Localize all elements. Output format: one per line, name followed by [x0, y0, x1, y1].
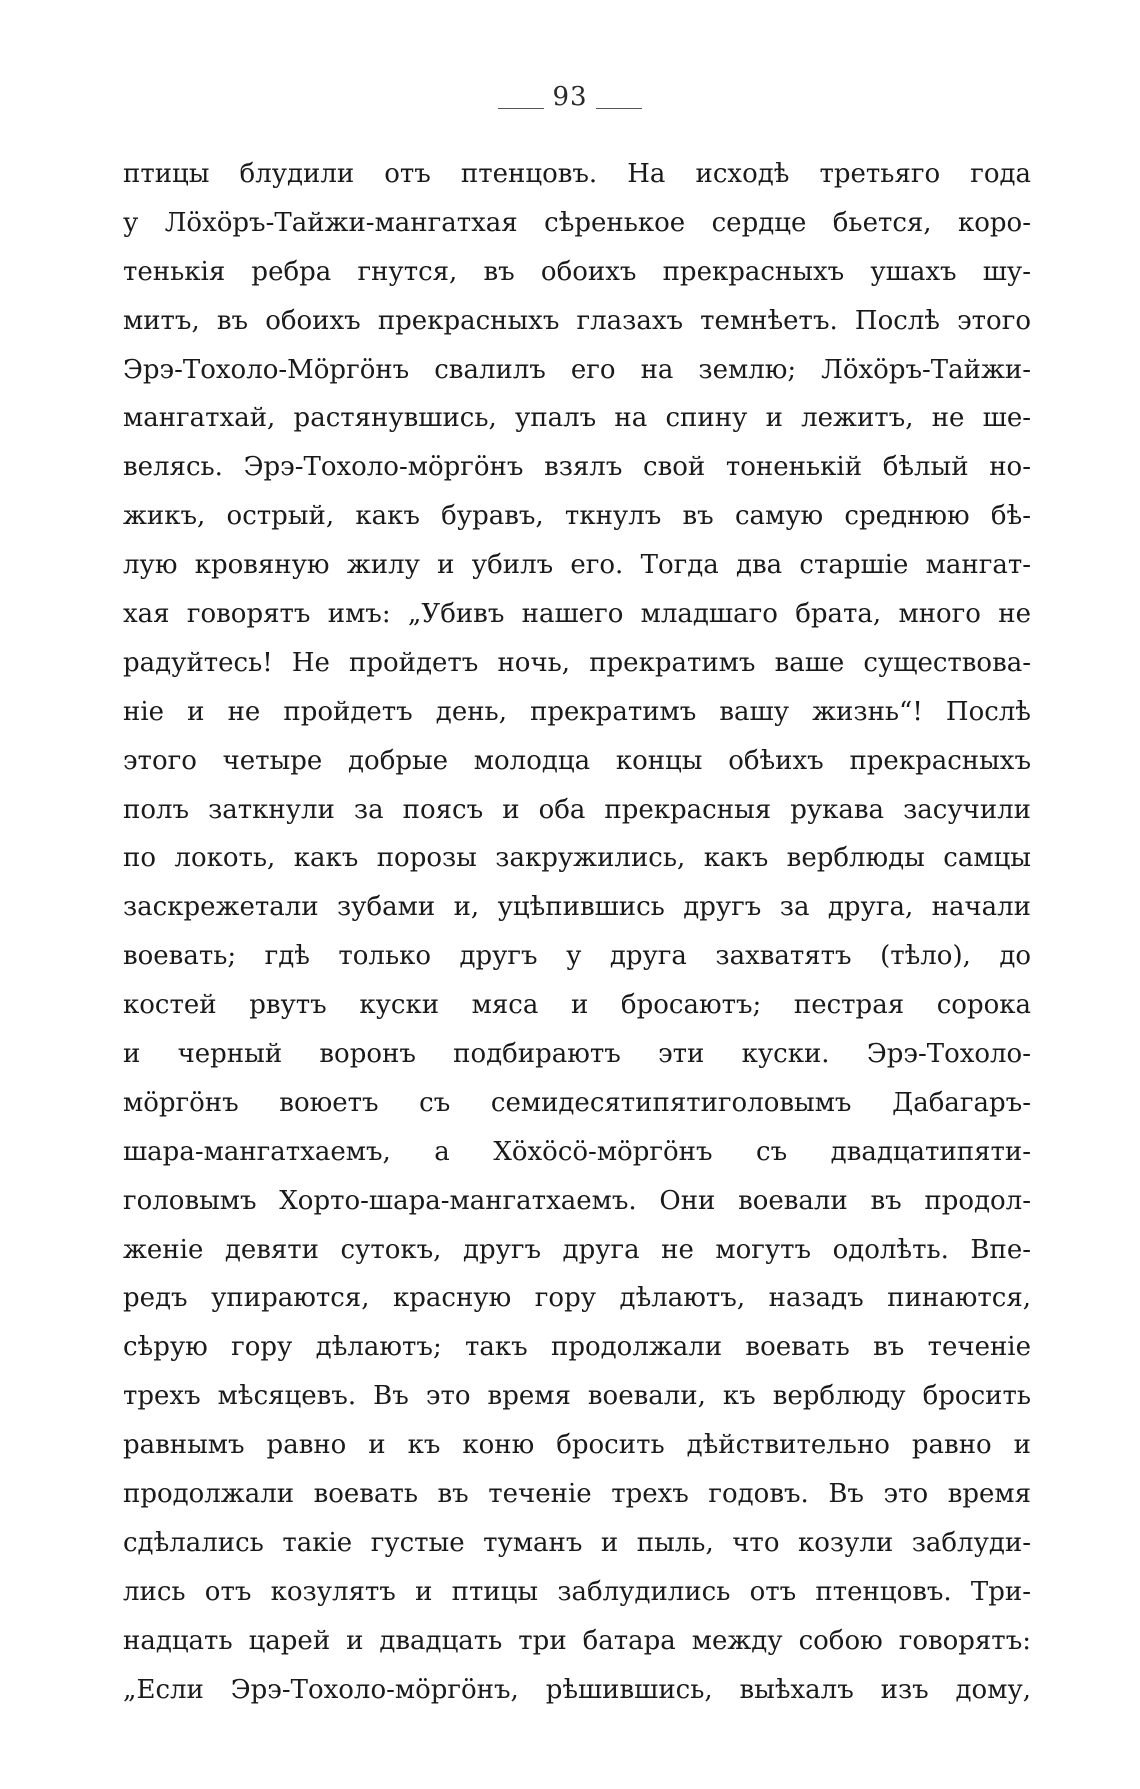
text-line: тенькія ребра гнутся, въ обоихъ прекрасныхъ ушахъ шу-	[123, 256, 1031, 287]
text-line: женіе девяти сутокъ, другъ друга не могутъ одолѣть. Впе-	[123, 1234, 1031, 1265]
text-line: Эрэ-Тохоло-Мӧргӧнъ свалилъ его на землю; Лӧхӧръ-Тайжи-	[123, 354, 1031, 385]
text-line: жикъ, острый, какъ буравъ, ткнулъ въ самую среднюю бѣ-	[123, 501, 1031, 532]
text-line: ніе и не пройдетъ день, прекратимъ вашу жизнь“! Послѣ	[123, 696, 1031, 727]
text-line: радуйтесь! Не пройдетъ ночь, прекратимъ ваше существова-	[123, 647, 1031, 678]
text-line: по локоть, какъ порозы закружились, какъ верблюды самцы	[123, 843, 1031, 874]
text-line: мангатхай, растянувшись, упалъ на спину и лежитъ, не ше-	[123, 403, 1031, 434]
page-number: 93	[552, 82, 588, 112]
text-line: и черный воронъ подбираютъ эти куски. Эрэ-Тохоло-	[123, 1039, 1031, 1070]
text-line: надцать царей и двадцать три батара между собою говорятъ:	[123, 1625, 1031, 1656]
body-text	[123, 150, 1031, 1715]
text-line: воевать; гдѣ только другъ у друга захватятъ (тѣло), до	[123, 941, 1031, 972]
text-line: мӧргӧнъ воюетъ съ семидесятипятиголовымъ Дабагаръ-	[123, 1087, 1031, 1118]
text-line: велясь. Эрэ-Тохоло-мӧргӧнъ взялъ свой тоненькій бѣлый но-	[123, 452, 1031, 483]
text-line: трехъ мѣсяцевъ. Въ это время воевали, къ верблюду бросить	[123, 1381, 1031, 1412]
text-line: митъ, въ обоихъ прекрасныхъ глазахъ темнѣетъ. Послѣ этого	[123, 305, 1031, 336]
text-line: продолжали воевать въ теченіе трехъ годовъ. Въ это время	[123, 1479, 1031, 1510]
text-line: этого четыре добрые молодца концы обѣихъ прекрасныхъ	[123, 745, 1031, 776]
text-line: сдѣлались такіе густые туманъ и пыль, что козули заблуди-	[123, 1527, 1031, 1558]
text-line: полъ заткнули за поясъ и оба прекрасныя рукава засучили	[123, 794, 1031, 825]
text-line: редъ упираются, красную гору дѣлаютъ, назадъ пинаются,	[123, 1283, 1031, 1314]
left-rule-divider	[498, 108, 544, 109]
page-number-header	[0, 82, 1140, 112]
text-line: головымъ Хорто-шара-мангатхаемъ. Они воевали въ продол-	[123, 1185, 1031, 1216]
right-rule-divider	[596, 108, 642, 109]
text-line: у Лӧхӧръ-Тайжи-мангатхая сѣренькое сердце бьется, коро-	[123, 207, 1031, 238]
text-line: шара-мангатхаемъ, а Хӧхӧсӧ-мӧргӧнъ съ двадцатипяти-	[123, 1136, 1031, 1167]
text-line: „Если Эрэ-Тохоло-мӧргӧнъ, рѣшившись, выѣхалъ изъ дому,	[123, 1674, 1031, 1705]
text-line: лись отъ козулятъ и птицы заблудились отъ птенцовъ. Три-	[123, 1576, 1031, 1607]
text-line: костей рвутъ куски мяса и бросаютъ; пестрая сорока	[123, 990, 1031, 1021]
text-line: хая говорятъ имъ: „Убивъ нашего младшаго брата, много не	[123, 599, 1031, 630]
text-line: лую кровяную жилу и убилъ его. Тогда два старшіе мангат-	[123, 550, 1031, 581]
text-line: птицы блудили отъ птенцовъ. На исходѣ третьяго года	[123, 159, 1031, 189]
text-line: сѣрую гору дѣлаютъ; такъ продолжали воевать въ теченіе	[123, 1332, 1031, 1363]
text-line: заскрежетали зубами и, уцѣпившись другъ за друга, начали	[123, 892, 1031, 923]
text-line: равнымъ равно и къ коню бросить дѣйствительно равно и	[123, 1430, 1031, 1461]
